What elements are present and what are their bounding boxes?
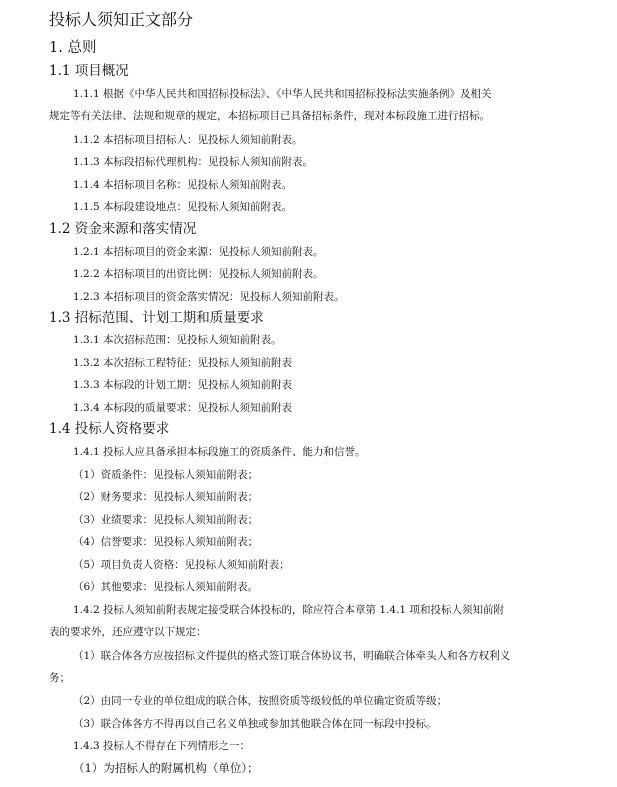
clause-1-2-3: 1.2.3 本招标项目的资金落实情况：见投标人须知前附表。 xyxy=(73,291,345,303)
clause-1-1-1-line1: 1.1.1 根据《中华人民共和国招标投标法》、《中华人民共和国招标投标法实施条例》及相关 xyxy=(73,88,492,100)
clause-1-3-3: 1.3.3 本标段的计划工期：见投标人须知前附表 xyxy=(73,379,293,391)
clause-1-3-2: 1.3.2 本次招标工程特征：见投标人须知前附表 xyxy=(73,357,293,369)
list-item-reputation: （4）信誉要求：见投标人须知前附表； xyxy=(73,536,259,548)
list-item-finance: （2）财务要求：见投标人须知前附表； xyxy=(73,491,259,503)
clause-1-2-1: 1.2.1 本招标项目的资金来源：见投标人须知前附表。 xyxy=(73,246,324,258)
prohibited-item-1: （1）为招标人的附属机构（单位）； xyxy=(73,761,259,775)
clause-1-4-2-line1: 1.4.2 投标人须知前附表规定接受联合体投标的，除应符合本章第 1.4.1 项和投标人须知前附 xyxy=(73,604,504,616)
clause-1-1-5: 1.1.5 本标段建设地点：见投标人须知前附表。 xyxy=(73,201,293,213)
list-item-performance: （3）业绩要求：见投标人须知前附表； xyxy=(73,514,259,526)
clause-1-1-4: 1.1.4 本招标项目名称：见投标人须知前附表。 xyxy=(73,179,293,191)
clause-1-1-1-line2: 规定等有关法律、法规和规章的规定，本招标项目已具备招标条件，现对本标段施工进行招标。 xyxy=(49,110,490,122)
chapter-heading: 1. 总则 xyxy=(49,40,97,56)
section-heading-1-2: 1.2 资金来源和落实情况 xyxy=(49,221,197,237)
consortium-rule-1-line2: 务； xyxy=(49,672,70,684)
consortium-rule-2: （2）由同一专业的单位组成的联合体，按照资质等级较低的单位确定资质等级； xyxy=(73,695,448,707)
clause-1-1-2: 1.1.2 本招标项目招标人：见投标人须知前附表。 xyxy=(73,134,303,146)
section-heading-1-4: 1.4 投标人资格要求 xyxy=(49,421,170,437)
clause-1-4-3: 1.4.3 投标人不得存在下列情形之一： xyxy=(73,740,251,752)
consortium-rule-1-line1: （1）联合体各方应按招标文件提供的格式签订联合体协议书，明确联合体牵头人和各方权利义 xyxy=(73,650,511,662)
clause-1-4-2-line2: 表的要求外，还应遵守以下规定： xyxy=(49,626,207,638)
section-heading-1-3: 1.3 招标范围、计划工期和质量要求 xyxy=(49,310,264,326)
clause-1-1-3: 1.1.3 本标段招标代理机构：见投标人须知前附表。 xyxy=(73,156,314,168)
clause-1-2-2: 1.2.2 本招标项目的出资比例：见投标人须知前附表。 xyxy=(73,268,324,280)
section-heading-1-1: 1.1 项目概况 xyxy=(49,63,129,79)
list-item-qualification: （1）资质条件：见投标人须知前附表； xyxy=(73,469,259,481)
list-item-other: （6）其他要求：见投标人须知前附表。 xyxy=(73,581,259,593)
list-item-project-leader: （5）项目负责人资格：见投标人须知前附表； xyxy=(73,559,290,571)
clause-1-3-4: 1.3.4 本标段的质量要求：见投标人须知前附表 xyxy=(73,402,293,414)
clause-1-3-1: 1.3.1 本次招标范围：见投标人须知前附表。 xyxy=(73,334,282,346)
document-title: 投标人须知正文部分 xyxy=(49,10,194,29)
clause-1-4-1: 1.4.1 投标人应具备承担本标段施工的资质条件、能力和信誉。 xyxy=(73,446,366,458)
consortium-rule-3: （3）联合体各方不得再以自己名义单独或参加其他联合体在同一标段中投标。 xyxy=(73,718,437,730)
